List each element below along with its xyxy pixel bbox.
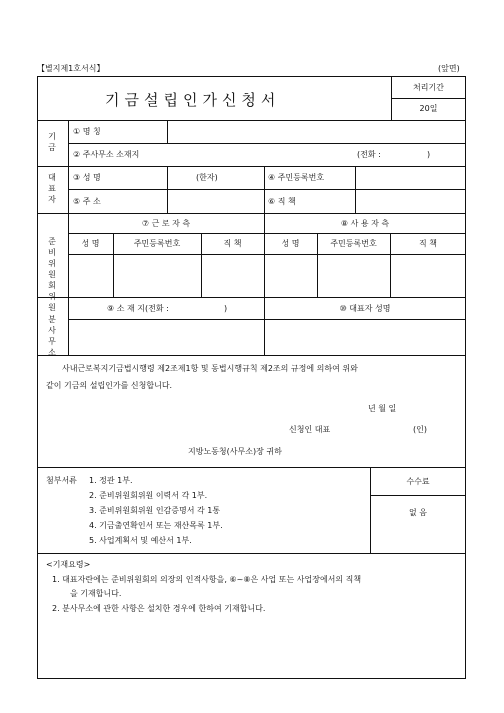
rule [37, 355, 466, 356]
fund-section-label: 기금 [48, 132, 56, 152]
worker-col-name: 성 명 [81, 239, 100, 248]
worker-side-header: ⑦ 근 로 자 측 [141, 219, 191, 228]
seal-mark: (인) [413, 425, 427, 434]
rule [37, 297, 466, 298]
rule [37, 213, 466, 214]
rule [37, 553, 466, 554]
fee-label: 수수료 [406, 477, 430, 486]
attachments-label: 첨부서류 [46, 476, 77, 485]
branch-rep-field[interactable] [265, 320, 465, 354]
employer-members-field[interactable] [265, 255, 465, 296]
statement-line-1: 사내근로복지기금법시행령 제2조제1항 및 동법시행규칙 제2조의 규정에 의하여 위와 [62, 364, 358, 373]
addressee: 지방노동청(사무소)장 귀하 [188, 447, 282, 456]
applicant-label: 신청인 대표 [289, 425, 331, 434]
attachment-item: 2. 준비위원회위원 이력서 각 1부. [89, 491, 208, 500]
rule [391, 98, 466, 99]
branch-location-label: ⑨ 소 재 지(전화 : [107, 304, 169, 313]
note-item-2: 2. 분사무소에 관한 사항은 설치한 경우에 한하여 기재합니다. [52, 604, 266, 613]
branch-location-field[interactable] [69, 320, 264, 354]
employer-col-name: 성 명 [281, 239, 300, 248]
branch-location-close: ) [224, 304, 228, 313]
attachment-item: 5. 사업계획서 및 예산서 1부. [89, 536, 192, 545]
fund-name-label: ① 명 칭 [73, 127, 101, 136]
worker-col-position: 직 책 [223, 239, 242, 248]
rep-id-label: ④ 주민등록번호 [268, 173, 325, 182]
fund-name-field[interactable] [168, 121, 465, 142]
application-date: 년 월 일 [368, 404, 397, 413]
committee-section-label: 준비위원회위원 [48, 237, 56, 312]
rule [370, 495, 466, 496]
fund-address-label: ② 주사무소 소재지 [73, 150, 140, 159]
rep-position-field[interactable] [356, 190, 465, 212]
page-side-label: (앞면) [438, 64, 460, 73]
rep-position-label: ⑥ 직 책 [268, 197, 296, 206]
representative-section-label: 대표자 [48, 173, 56, 204]
fund-phone-close: ) [427, 150, 431, 159]
rule [68, 233, 466, 234]
attachment-item: 1. 정관 1부. [89, 476, 133, 485]
worker-col-id: 주민등록번호 [133, 239, 181, 248]
processing-period-value: 20일 [419, 104, 438, 113]
rep-id-field[interactable] [356, 167, 465, 188]
attachment-item: 3. 준비위원회위원 인감증명서 각 1통 [89, 506, 221, 515]
branch-section-label: 분사무소 [48, 315, 56, 357]
processing-period-label: 처리기간 [413, 83, 444, 92]
form-number: 【별지제1호서식】 [37, 64, 105, 73]
fund-phone-label: (전화 : [357, 150, 381, 159]
rule [37, 467, 466, 468]
form-title: 기금설립인가신청서 [105, 91, 281, 109]
notes-title: <기재요령> [46, 560, 91, 569]
statement-line-2: 같이 기금의 설립인가를 신청합니다. [46, 381, 173, 390]
rep-address-label: ⑤ 주 소 [73, 197, 101, 206]
rep-name-field[interactable] [168, 167, 263, 188]
attachment-item: 4. 기금출연확인서 또는 재산목록 1부. [89, 521, 223, 530]
rep-name-label: ③ 성 명 [73, 173, 101, 182]
worker-members-field[interactable] [69, 255, 264, 296]
employer-col-position: 직 책 [419, 239, 437, 248]
rep-address-field[interactable] [168, 190, 263, 212]
note-item-1: 1. 대표자란에는 준비위원회의 의장의 인적사항을, ⑥~⑧은 사업 또는 사업장에서의 직책 [52, 575, 362, 584]
fund-address-field[interactable] [168, 144, 353, 165]
branch-rep-label: ⑩ 대표자 성명 [339, 304, 391, 313]
rep-hanja-label: (한자) [196, 173, 218, 182]
employer-col-id: 주민등록번호 [330, 239, 377, 248]
fee-value: 없 음 [409, 508, 427, 517]
note-item-1-cont: 을 기재합니다. [70, 589, 122, 598]
employer-side-header: ⑧ 사 용 자 측 [340, 219, 390, 228]
rule [264, 166, 265, 213]
